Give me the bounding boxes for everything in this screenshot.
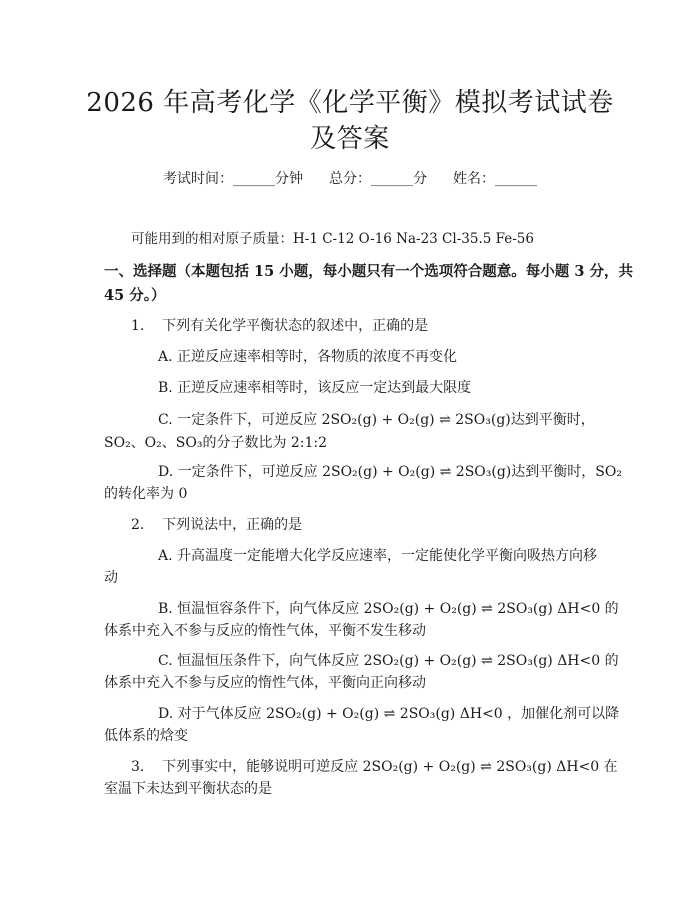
q1-option-d-line1: D. 一定条件下，可逆反应 2SO₂(g) + O₂(g) ⇌ 2SO₃(g)达到平衡时，SO₂ [158,464,622,480]
q2-option-d-line1: D. 对于气体反应 2SO₂(g) + O₂(g) ⇌ 2SO₃(g) ΔH<0 ，加催化剂可以降 [158,706,620,722]
time-unit: 分钟 [275,171,303,187]
q1-option-c-line1: C. 一定条件下，可逆反应 2SO₂(g) + O₂(g) ⇌ 2SO₃(g)达到平衡时， [158,412,595,428]
q2-option-b-line2: 体系中充入不参与反应的惰性气体，平衡不发生移动 [104,623,426,639]
time-blank: ______ [233,171,275,187]
q3-stem-line2: 室温下未达到平衡状态的是 [104,781,272,797]
question-1 [131,316,428,336]
q1-option-a: A. 正逆反应速率相等时，各物质的浓度不再变化 [158,349,458,365]
q2-option-c-line2: 体系中充入不参与反应的惰性气体，平衡向正向移动 [104,675,426,691]
question-number: 2. [131,517,145,533]
question-stem: 下列有关化学平衡状态的叙述中，正确的是 [162,318,429,334]
score-blank: ______ [371,171,413,187]
question-number: 3. [131,759,145,775]
exam-title-line2: 及答案 [310,124,390,154]
name-label: 姓名： [453,171,495,187]
q1-option-d-line2: 的转化率为 0 [104,486,188,502]
section-heading-line2: 45 分。） [104,287,166,304]
q2-option-c-line1: C. 恒温恒压条件下，向气体反应 2SO₂(g) + O₂(g) ⇌ 2SO₃(g) ΔH<0 的 [158,653,619,669]
question-stem: 下列事实中，能够说明可逆反应 2SO₂(g) + O₂(g) ⇌ 2SO₃(g) ΔH<0 在 [162,759,618,775]
question-number: 1. [131,318,145,334]
score-label: 总分： [329,171,371,187]
q2-option-b-line1: B. 恒温恒容条件下，向气体反应 2SO₂(g) + O₂(g) ⇌ 2SO₃(g) ΔH<0 的 [158,601,619,617]
question-stem: 下列说法中，正确的是 [162,517,303,533]
section-heading-line1: 一、选择题（本题包括 15 小题，每小题只有一个选项符合题意。每小题 3 分，共 [104,263,633,280]
exam-title-line1: 2026 年高考化学《化学平衡》模拟考试试卷 [86,88,614,118]
name-blank: ______ [495,171,537,187]
atomic-masses-note: 可能用到的相对原子质量：H-1 C-12 O-16 Na-23 Cl-35.5 Fe-56 [131,231,534,247]
q1-option-c-line2: SO₂、O₂、SO₃的分子数比为 2:1:2 [104,435,328,451]
question-3 [131,757,618,777]
q2-option-a-line2: 动 [104,570,118,586]
time-label: 考试时间： [163,171,233,187]
q2-option-d-line2: 低体系的焓变 [104,728,188,744]
score-unit: 分 [413,171,427,187]
question-2 [131,515,302,535]
exam-info-row [0,168,700,188]
q2-option-a-line1: A. 升高温度一定能增大化学反应速率，一定能使化学平衡向吸热方向移 [158,548,598,564]
q1-option-b: B. 正逆反应速率相等时，该反应一定达到最大限度 [158,380,472,396]
